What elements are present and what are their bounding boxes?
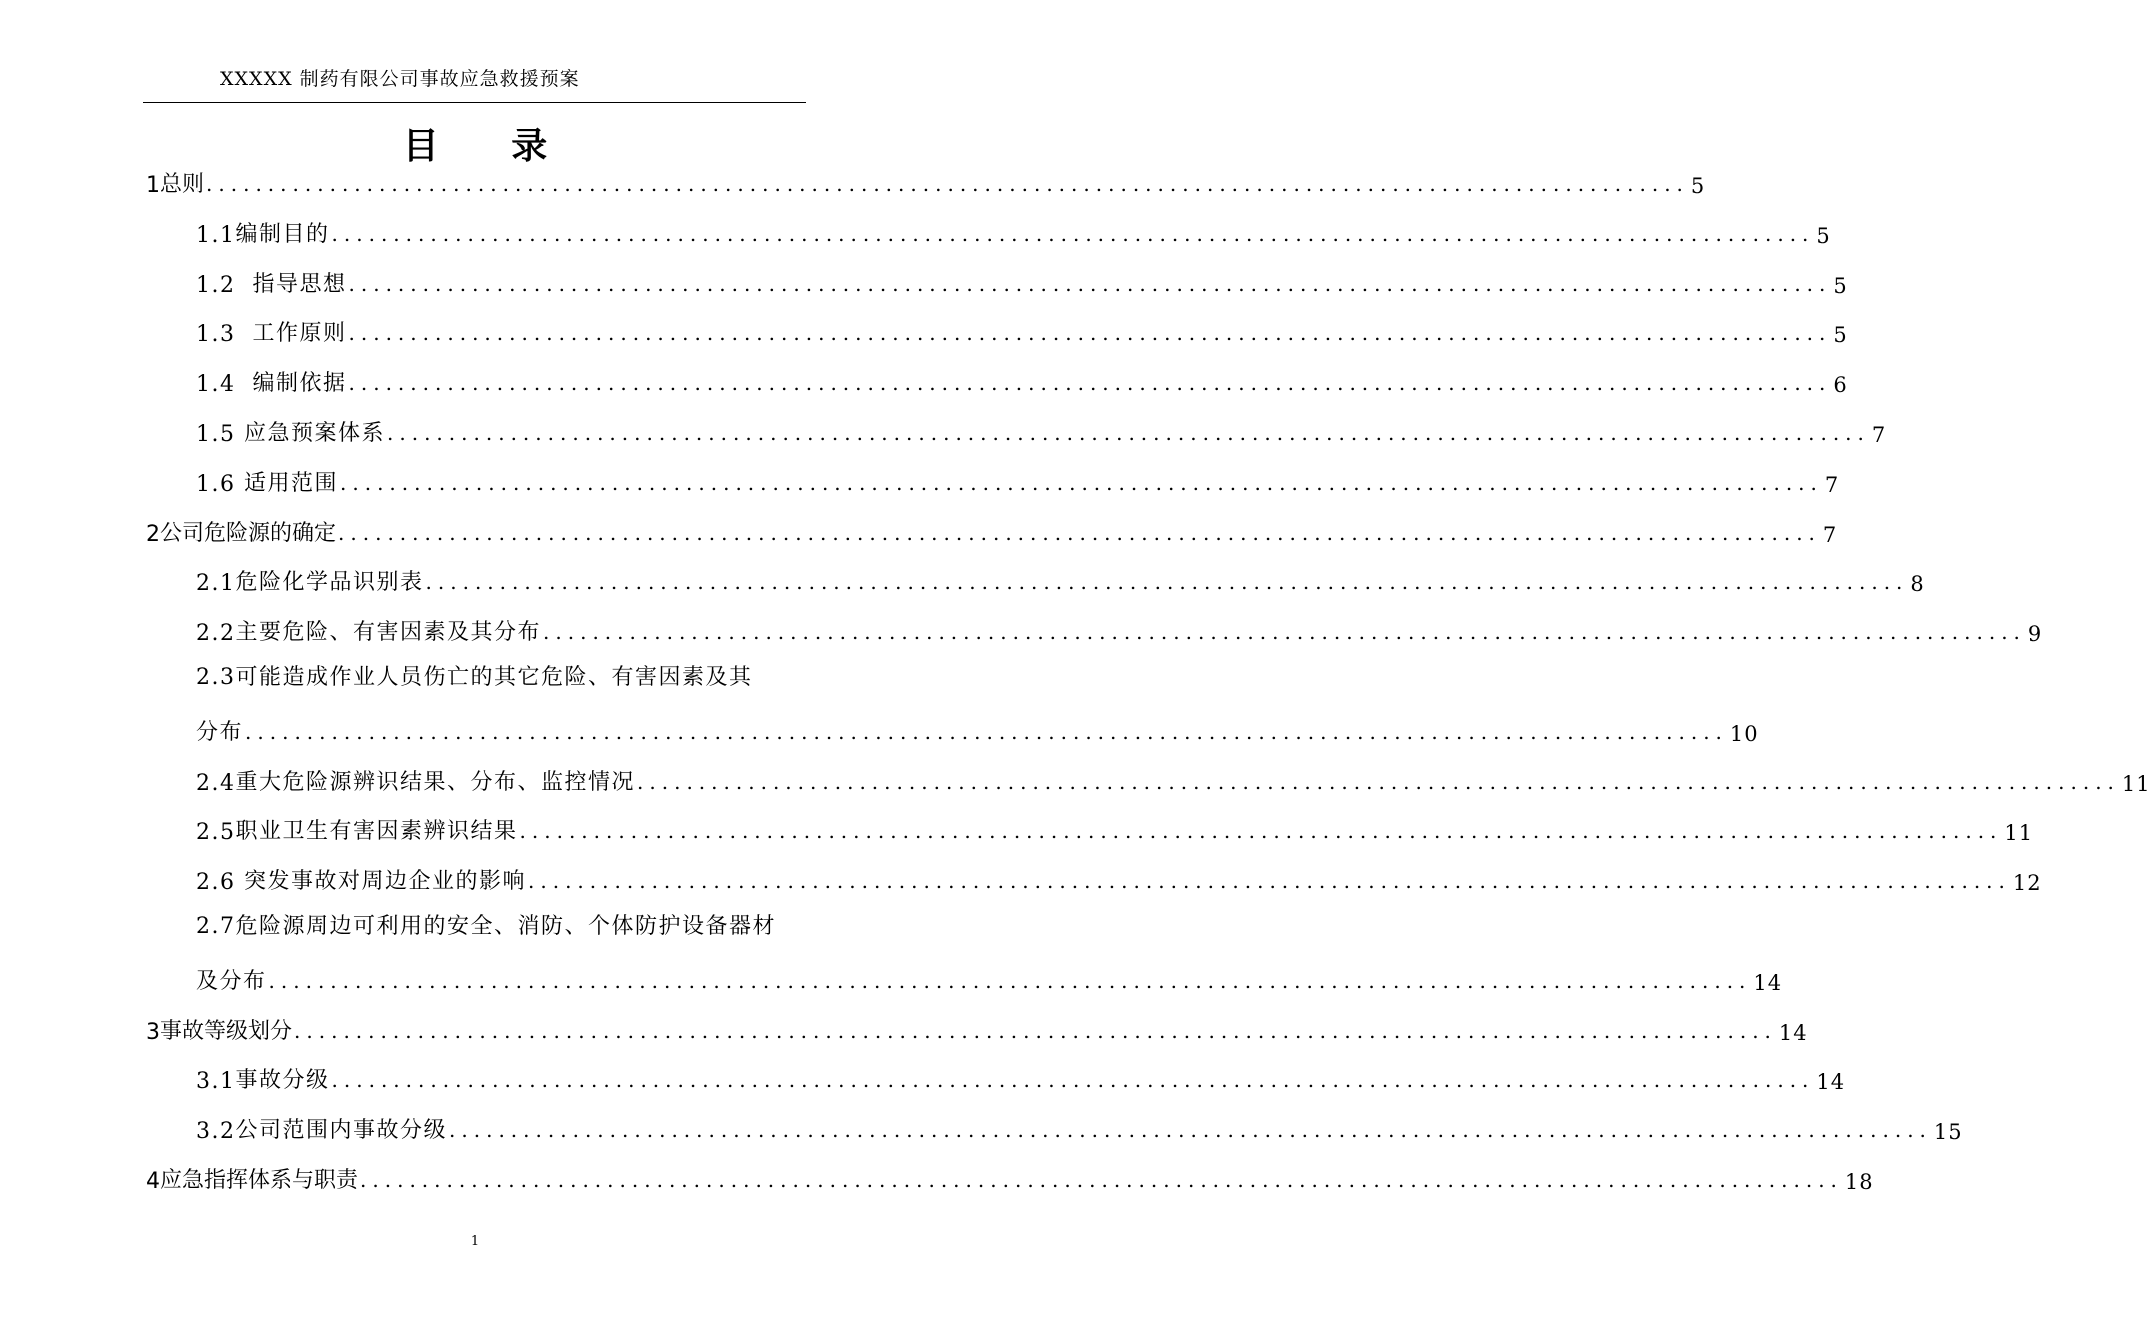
toc-entry-page: 7	[1822, 522, 1838, 547]
toc-entry-text: 编制依据	[235, 371, 347, 397]
toc-entry-text: 可能造成作业人员伤亡的其它危险、有害因素及其	[235, 665, 753, 690]
toc-leader-dots: ........................................................................................................................	[637, 769, 2120, 794]
toc-entry-2-2[interactable]	[196, 610, 2043, 647]
toc-leader-dots: ........................................................................................................................	[245, 719, 1728, 744]
toc-entry-page: 15	[1933, 1120, 1963, 1145]
toc-entry-1-5[interactable]	[196, 411, 1887, 447]
toc-entry-page: 7	[1824, 472, 1840, 497]
toc-entry-number: 2.1	[196, 571, 236, 597]
toc-entry-2-3-line1[interactable]	[196, 660, 806, 696]
toc-title: 目 录	[402, 125, 578, 167]
toc-leader-dots: ........................................................................................................................	[425, 570, 1909, 595]
toc-entry-page: 5	[1833, 273, 1848, 298]
toc-entry-text: 危险源周边可利用的安全、消防、个体防护设备器材	[235, 914, 777, 939]
toc-leader-dots: ........................................................................................................................	[340, 470, 1823, 495]
toc-entry-page: 14	[1778, 1020, 1808, 1045]
toc-entry-text: 应急指挥体系与职责	[160, 1168, 359, 1193]
toc-entry-page: 7	[1871, 423, 1887, 447]
toc-entry-3-1[interactable]	[196, 1058, 1846, 1095]
toc-entry-text: 事故分级	[235, 1068, 330, 1094]
toc-entry-text: 应急预案体系	[235, 421, 385, 446]
toc-leader-dots: ........................................................................................................................	[348, 321, 1832, 346]
toc-leader-dots: ........................................................................................................................	[331, 1068, 1815, 1093]
toc-entry-text: 总则	[160, 172, 205, 197]
toc-entry-number: 1.3	[196, 322, 236, 348]
toc-leader-dots: ........................................................................................................................	[543, 620, 2026, 645]
toc-leader-dots: ........................................................................................................................	[268, 968, 1752, 993]
toc-entry-1-4[interactable]	[196, 361, 1848, 398]
toc-leader-dots: ........................................................................................................................	[331, 221, 1815, 246]
toc-entry-number: 2.2	[196, 621, 236, 647]
toc-entry-page: 11	[2004, 821, 2034, 846]
toc-entry-text: 公司危险源的确定	[160, 520, 337, 546]
toc-leader-dots: ........................................................................................................................	[206, 172, 1689, 196]
toc-leader-dots: ........................................................................................................................	[294, 1018, 1777, 1043]
toc-entry-number: 2.6	[196, 870, 236, 896]
toc-entry-2-7[interactable]	[196, 959, 1783, 995]
toc-entry-number: 1.5	[196, 422, 236, 447]
toc-entry-number: 3.2	[196, 1119, 236, 1145]
toc-entry-number: 1.6	[196, 471, 236, 497]
toc-entry-2-4[interactable]	[196, 760, 2151, 796]
toc-entry-text: 突发事故对周边企业的影响	[235, 869, 526, 895]
toc-entry-number: 2.4	[196, 770, 236, 796]
toc-leader-dots: ........................................................................................................................	[387, 421, 1870, 445]
toc-entry-number: 1.4	[196, 372, 236, 398]
toc-entry-number: 4	[146, 1169, 160, 1194]
toc-entry-page: 9	[2027, 622, 2043, 647]
toc-entry-2-7-line1[interactable]	[196, 909, 806, 945]
toc-entry-page: 5	[1833, 323, 1848, 348]
toc-entry-number: 2	[146, 521, 160, 547]
toc-entry-number: 1.1	[196, 222, 236, 248]
toc-leader-dots: ........................................................................................................................	[519, 819, 2003, 844]
toc-entry-page: 5	[1690, 174, 1706, 198]
toc-entry-page: 18	[1844, 1170, 1874, 1194]
toc-entry-number: 2.3	[196, 665, 236, 690]
toc-entry-text: 工作原则	[235, 321, 347, 347]
header-divider	[143, 102, 806, 103]
toc-entry-1-2[interactable]	[196, 262, 1848, 298]
toc-entry-3[interactable]	[146, 1009, 1808, 1045]
toc-entry-2-5[interactable]	[196, 809, 2034, 846]
toc-entry-page: 5	[1816, 223, 1831, 248]
toc-leader-dots: ........................................................................................................................	[348, 371, 1832, 396]
toc-entry-text: 主要危险、有害因素及其分布	[235, 620, 542, 646]
toc-entry-page: 14	[1753, 970, 1783, 995]
toc-entry-page: 11	[2121, 771, 2151, 796]
toc-entry-2-3[interactable]	[196, 710, 1759, 746]
toc-entry-2[interactable]	[146, 511, 1838, 547]
toc-entry-1-6[interactable]	[196, 461, 1840, 497]
toc-entry-number: 2.7	[196, 914, 236, 939]
toc-entry-text: 职业卫生有害因素辨识结果	[235, 819, 518, 845]
toc-entry-text: 公司范围内事故分级	[235, 1118, 448, 1144]
document-header-title: XXXXX 制药有限公司事故应急救援预案	[220, 68, 580, 90]
toc-entry-4[interactable]	[146, 1158, 1874, 1194]
toc-leader-dots: ........................................................................................................................	[338, 520, 1821, 545]
toc-entry-3-2[interactable]	[196, 1108, 1963, 1145]
toc-entry-number: 1	[146, 173, 160, 198]
toc-entry-number: 3	[146, 1019, 160, 1045]
toc-leader-dots: ........................................................................................................................	[348, 271, 1832, 296]
toc-entry-1-3[interactable]	[196, 311, 1848, 348]
toc-entry-page: 14	[1816, 1070, 1846, 1095]
toc-entry-2-1[interactable]	[196, 560, 1925, 597]
toc-entry-page: 12	[2012, 871, 2042, 896]
toc-entry-text-continued: 分布	[196, 719, 244, 745]
toc-entry-1-1[interactable]	[196, 212, 1831, 248]
toc-entry-text: 重大危险源辨识结果、分布、监控情况	[235, 769, 636, 795]
toc-entry-text: 编制目的	[235, 221, 330, 247]
toc-entry-number: 2.5	[196, 820, 236, 846]
toc-leader-dots: ........................................................................................................................	[528, 869, 2011, 894]
toc-entry-1[interactable]	[146, 162, 1706, 198]
toc-entry-page: 8	[1910, 572, 1925, 597]
toc-entry-number: 1.2	[196, 272, 236, 298]
toc-leader-dots: ........................................................................................................................	[360, 1168, 1843, 1192]
toc-entry-page: 6	[1833, 373, 1848, 398]
toc-entry-2-6[interactable]	[196, 859, 2042, 896]
toc-entry-page: 10	[1729, 721, 1759, 746]
toc-entry-text: 危险化学品识别表	[235, 570, 424, 596]
toc-entry-text: 适用范围	[235, 470, 338, 496]
toc-leader-dots: ........................................................................................................................	[449, 1118, 1932, 1143]
page-number: 1	[470, 1234, 480, 1249]
toc-entry-text: 指导思想	[235, 271, 347, 297]
toc-entry-text-continued: 及分布	[196, 968, 267, 994]
toc-entry-number: 3.1	[196, 1069, 236, 1095]
toc-entry-text: 事故等级划分	[160, 1018, 293, 1044]
